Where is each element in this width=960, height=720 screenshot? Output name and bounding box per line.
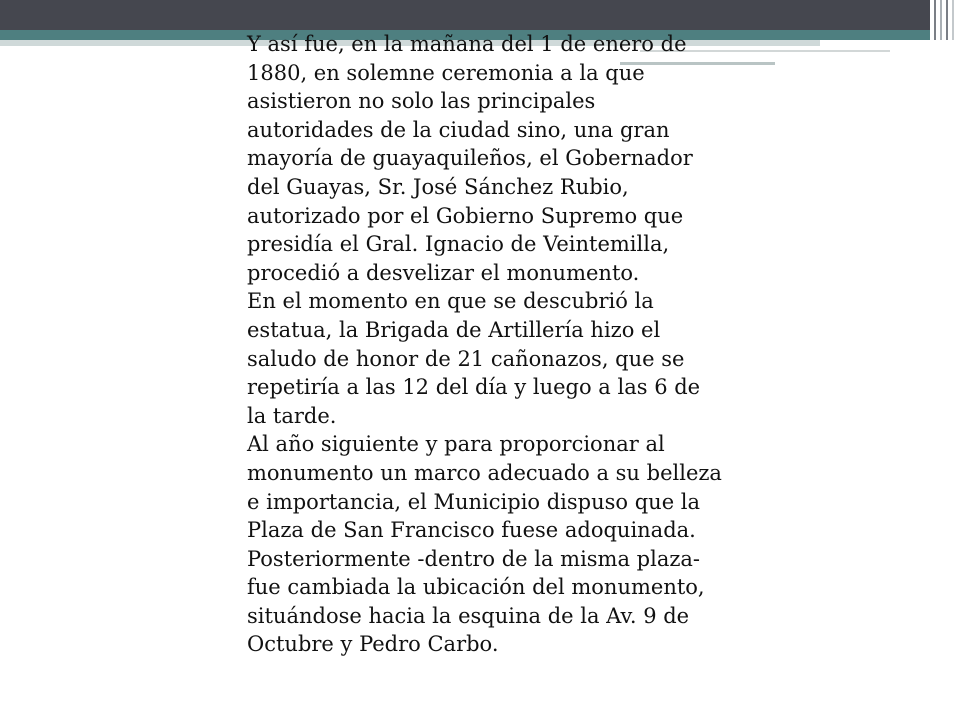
edge-stripe — [952, 0, 954, 40]
paragraph-plaza: Al año siguiente y para proporcionar al monumento un marco adecuado a su belleza e importancia, el Municipio dispuso que la Plaza de San Francisco fuese adoquinada. — [247, 432, 722, 543]
paragraph-salute: En el momento en que se descubrió la estatua, la Brigada de Artillería hizo el saludo de honor de 21 cañonazos, que se repetiría a las 12 del día y luego a las 6 de la tarde. — [247, 289, 701, 428]
edge-stripe — [940, 0, 942, 40]
edge-stripe — [934, 0, 936, 40]
paragraph-relocation: Posteriormente -dentro de la misma plaza- fue cambiada la ubicación del monumento, situándose hacia la esquina de la Av. 9 de Octubre y Pedro Carbo. — [247, 546, 705, 657]
slide-body-text — [247, 30, 722, 659]
paragraph-ceremony: Y así fue, en la mañana del 1 de enero de 1880, en solemne ceremonia a la que asistieron no solo las principales autoridades de la ciudad sino, una gran mayoría de guayaquileños, el Gobernador del Guayas, Sr. José Sánchez Rubio, autorizado por el Gobierno Supremo que presidía el Gral. Ignacio de Veintemilla, procedió a desvelizar el monumento. — [247, 32, 693, 285]
header-band — [0, 0, 960, 30]
edge-stripe — [946, 0, 948, 40]
right-edge-decoration — [930, 0, 960, 720]
